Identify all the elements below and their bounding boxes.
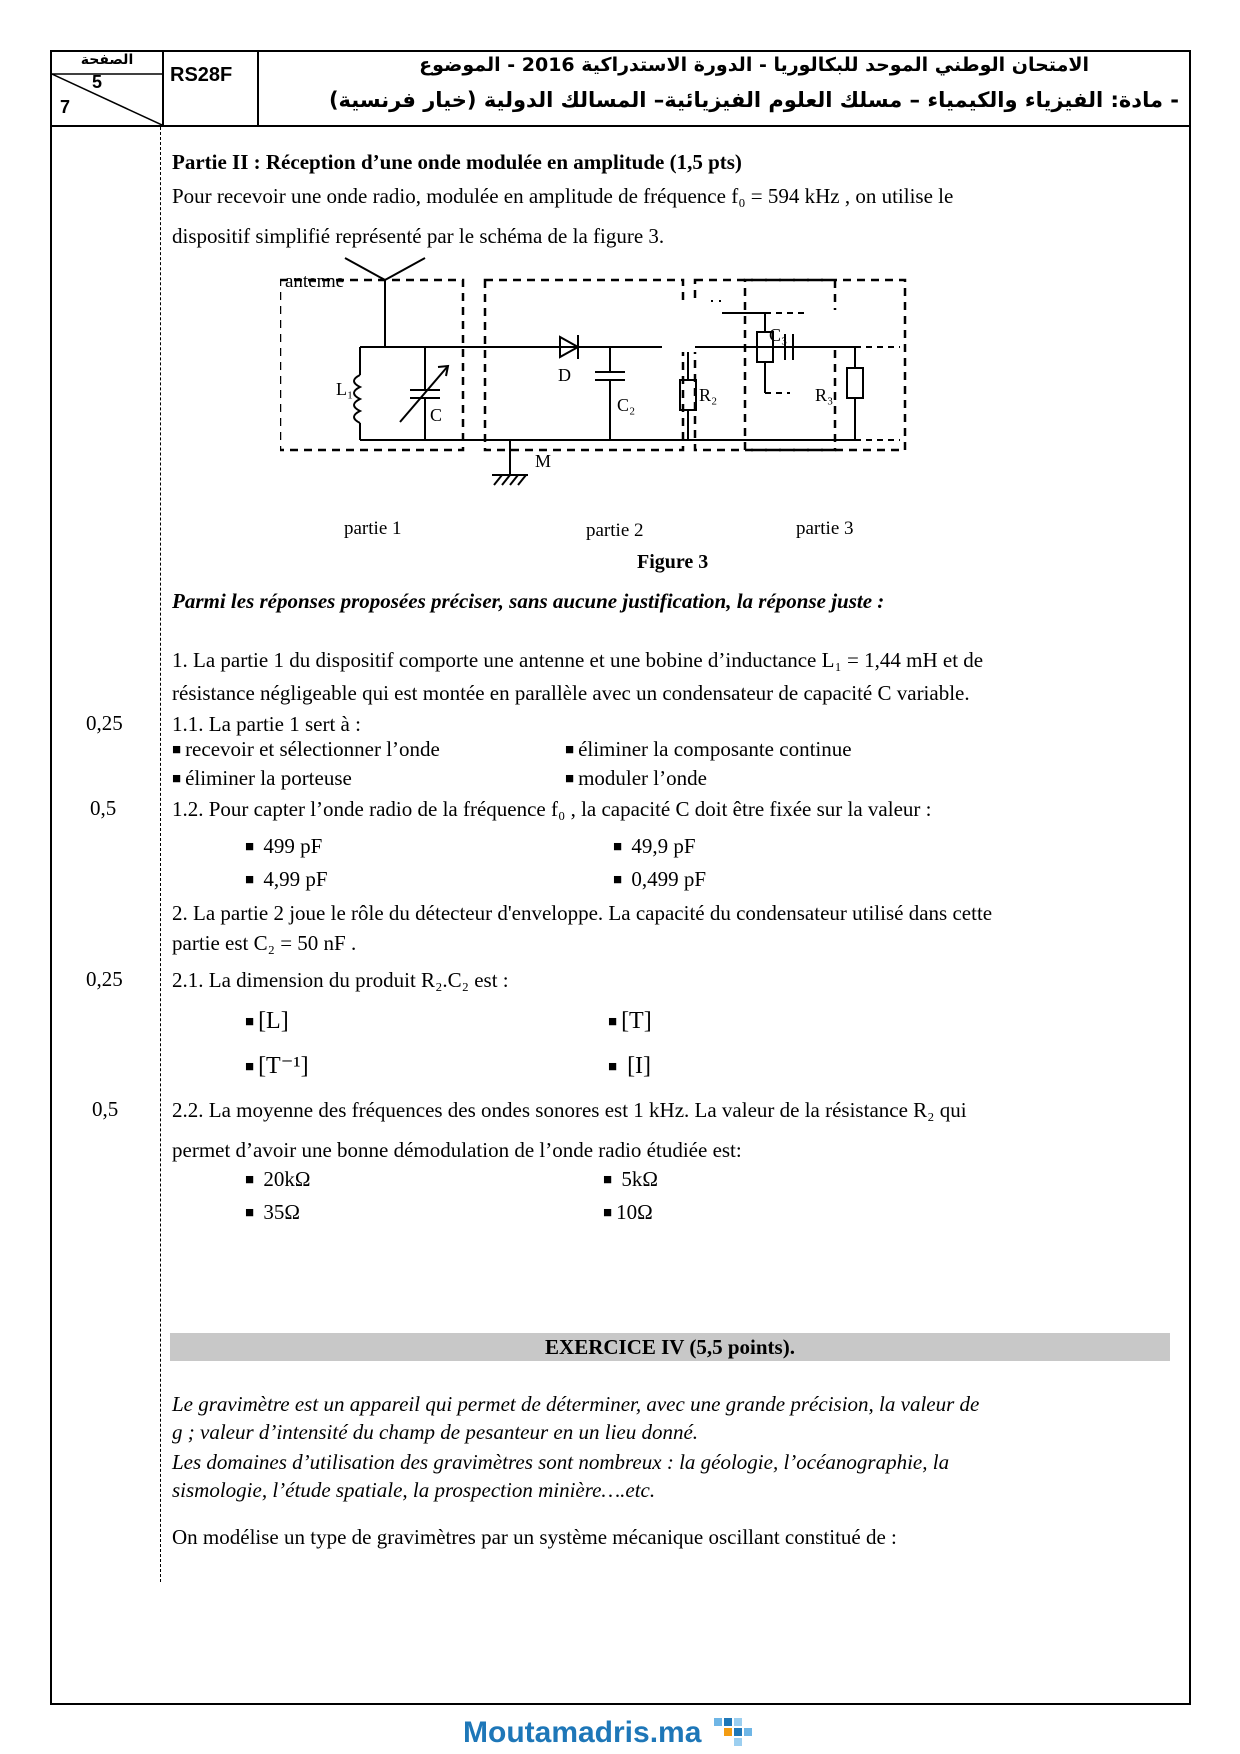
q2-2-option-d[interactable]: ■ 10Ω: [603, 1200, 653, 1224]
q1-line1: 1. La partie 1 du dispositif comporte une antenne et une bobine d’inductance L₁ = 1,44 mH et de: [172, 648, 984, 672]
q2-line1: 2. La partie 2 joue le rôle du détecteur d'enveloppe. La capacité du condensateur utilisé dans cette: [172, 901, 993, 925]
q2-line2: partie est C₂ = 50 nF .: [172, 931, 357, 955]
q2-2-option-a[interactable]: ■ 20kΩ: [245, 1167, 311, 1191]
score-1-2: 0,5: [90, 796, 117, 820]
q1-1-option-b[interactable]: ■ éliminer la composante continue: [565, 737, 852, 761]
score-2-1: 0,25: [86, 967, 123, 991]
label-C: C: [430, 405, 443, 425]
q2-2-option-c[interactable]: ■ 35Ω: [245, 1200, 300, 1224]
instruction: Parmi les réponses proposées préciser, sans aucune justification, la réponse juste :: [172, 589, 885, 613]
q2-2-line1: 2.2. La moyenne des fréquences des ondes sonores est 1 kHz. La valeur de la résistance R₂ qui: [172, 1098, 967, 1122]
option-label: 10Ω: [616, 1200, 653, 1224]
header-titles: [262, 52, 1179, 125]
q1-2-text: 1.2. Pour capter l’onde radio de la fréquence f₀ , la capacité C doit être fixée sur la valeur :: [172, 797, 932, 821]
option-label: [L]: [258, 1008, 289, 1034]
q1-1-option-a[interactable]: ■ recevoir et sélectionner l’onde: [172, 737, 440, 761]
q2-1-text: 2.1. La dimension du produit R₂.C₂ est :: [172, 968, 509, 992]
label-antenne: antenne: [285, 271, 345, 292]
label-R2: R₂: [699, 385, 718, 405]
exercice4-title: EXERCICE IV (5,5 points).: [170, 1333, 1170, 1361]
label-partie2: partie 2: [586, 520, 644, 541]
logo-text: Moutamadris: [463, 1716, 650, 1749]
option-label: 0,499 pF: [631, 867, 706, 891]
label-partie1: partie 1: [344, 518, 402, 539]
option-label: [T]: [621, 1008, 652, 1034]
score-1-1: 0,25: [86, 711, 123, 735]
option-label: moduler l’onde: [578, 766, 707, 790]
ex4-para2-line2: sismologie, l’étude spatiale, la prospection minière….etc.: [172, 1478, 656, 1502]
option-label: [T⁻¹]: [258, 1053, 309, 1079]
option-label: [I]: [627, 1053, 652, 1079]
option-label: 5kΩ: [621, 1167, 658, 1191]
q1-2-option-c[interactable]: ■ 4,99 pF: [245, 867, 328, 891]
label-D: D: [558, 365, 571, 385]
q1-1-option-c[interactable]: ■ éliminer la porteuse: [172, 766, 352, 790]
option-label: 20kΩ: [263, 1167, 311, 1191]
header-title-line2: - مادة: الفيزياء والكيمياء – مسلك العلوم الفيزيائية– المسالك الدولية (خيار فرنسية): [328, 88, 1179, 112]
option-label: 499 pF: [263, 834, 323, 858]
q2-2-option-b[interactable]: ■ 5kΩ: [603, 1167, 658, 1191]
site-logo[interactable]: [463, 1714, 756, 1750]
margin-line: [160, 127, 161, 1582]
exam-code-box: [162, 52, 259, 125]
header-title-line1: الامتحان الوطني الموحد للبكالوريا - الدورة الاستدراكية 2016 - الموضوع: [419, 54, 1089, 76]
q2-1-option-d[interactable]: ■ [I]: [608, 1053, 652, 1079]
label-L1: L₁: [336, 379, 354, 399]
option-label: 4,99 pF: [263, 867, 328, 891]
q1-2-option-d[interactable]: ■ 0,499 pF: [613, 867, 706, 891]
page-label: الصفحة: [80, 52, 134, 68]
q1-1-text: 1.1. La partie 1 sert à :: [172, 712, 361, 736]
q2-1-option-c[interactable]: ■ [T⁻¹]: [245, 1053, 309, 1079]
logo-pixel-icon: [710, 1714, 756, 1746]
option-label: 49,9 pF: [631, 834, 696, 858]
q1-2-option-a[interactable]: ■ 499 pF: [245, 834, 323, 858]
exam-code: RS28F: [170, 64, 233, 86]
score-2-2: 0,5: [92, 1097, 119, 1121]
partie2-title: Partie II : Réception d’une onde modulée en amplitude (1,5 pts): [172, 150, 742, 174]
ex4-para2-line1: Les domaines d’utilisation des gravimètres sont nombreux : la géologie, l’océanographie, la: [172, 1450, 950, 1474]
exam-header: [50, 50, 1191, 127]
page-number: 5: [92, 72, 103, 92]
partie2-intro-line1: Pour recevoir une onde radio, modulée en amplitude de fréquence f₀ = 594 kHz , on utilise le: [172, 184, 954, 208]
option-label: 35Ω: [263, 1200, 300, 1224]
option-label: éliminer la porteuse: [185, 766, 352, 790]
q2-1-option-a[interactable]: ■ [L]: [245, 1008, 289, 1034]
option-label: éliminer la composante continue: [578, 737, 852, 761]
ex4-para1-line1: Le gravimètre est un appareil qui permet de déterminer, avec une grande précision, la valeur de: [172, 1392, 980, 1416]
q2-2-line2: permet d’avoir une bonne démodulation de l’onde radio étudiée est:: [172, 1138, 742, 1162]
page-number-box: [52, 52, 164, 125]
q2-1-option-b[interactable]: ■ [T]: [608, 1008, 652, 1034]
ex4-para3: On modélise un type de gravimètres par un système mécanique oscillant constitué de :: [172, 1525, 897, 1549]
partie2-intro-line2: dispositif simplifié représenté par le schéma de la figure 3.: [172, 224, 665, 248]
q1-2-option-b[interactable]: ■ 49,9 pF: [613, 834, 696, 858]
page-total: 7: [60, 97, 71, 117]
label-C2: C₂: [617, 395, 636, 415]
ex4-para1-line2: g ; valeur d’intensité du champ de pesanteur en un lieu donné.: [172, 1420, 699, 1444]
q1-line2: résistance négligeable qui est montée en parallèle avec un condensateur de capacité C variable.: [172, 681, 970, 705]
label-M: M: [535, 451, 552, 471]
label-partie3: partie 3: [796, 518, 854, 539]
option-label: recevoir et sélectionner l’onde: [185, 737, 440, 761]
logo-ext: .ma: [649, 1716, 702, 1749]
q1-1-option-d[interactable]: ■ moduler l’onde: [565, 766, 707, 790]
label-C3: C₃: [769, 325, 788, 345]
label-R3: R₃: [815, 385, 834, 405]
figure-caption: Figure 3: [637, 551, 709, 573]
